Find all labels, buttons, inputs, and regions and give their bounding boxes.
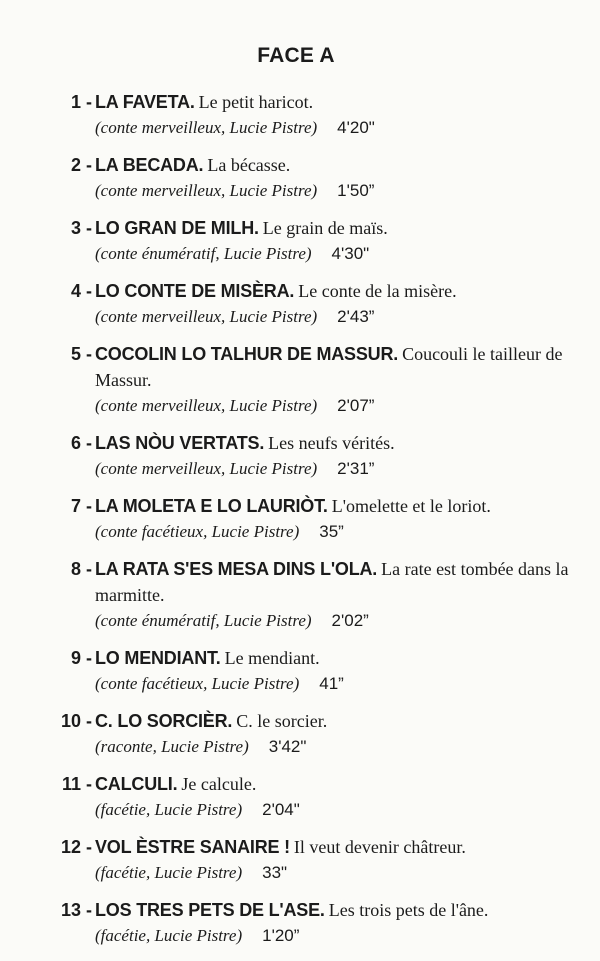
track-item: [0, 216, 600, 267]
track-number: 6 -: [70, 433, 92, 453]
track-translation: Le mendiant.: [224, 648, 320, 668]
track-meta: (conte merveilleux, Lucie Pistre): [95, 181, 318, 200]
track-title: LO MENDIANT.: [95, 648, 221, 668]
track-item: [0, 709, 600, 760]
track-translation: La rate est tombée dans la marmitte.: [95, 559, 569, 605]
track-item: [0, 494, 600, 545]
track-translation: C. le sorcier.: [236, 711, 328, 731]
track-number: 1 -: [70, 92, 92, 112]
track-meta: (conte facétieux, Lucie Pistre): [95, 522, 300, 541]
track-item: [0, 646, 600, 697]
track-translation: Les trois pets de l'âne.: [328, 900, 489, 920]
track-list: [0, 90, 600, 961]
track-translation: Le petit haricot.: [198, 92, 314, 112]
track-title: LO CONTE DE MISÈRA.: [95, 281, 295, 301]
track-translation: Le grain de maïs.: [262, 218, 388, 238]
track-number: 4 -: [70, 281, 92, 301]
track-duration: 35”: [319, 522, 344, 541]
track-meta: (conte merveilleux, Lucie Pistre): [95, 396, 318, 415]
track-title: CALCULI.: [95, 774, 178, 794]
track-title: LAS NÒU VERTATS.: [95, 433, 265, 453]
track-item: [0, 898, 600, 949]
track-translation: Il veut devenir châtreur.: [293, 837, 466, 857]
track-translation: Je calcule.: [181, 774, 257, 794]
track-item: [0, 153, 600, 204]
track-meta: (facétie, Lucie Pistre): [95, 800, 243, 819]
track-meta: (conte énumératif, Lucie Pistre): [95, 611, 312, 630]
track-item: [0, 835, 600, 886]
track-duration: 4'20": [337, 118, 375, 137]
track-number: 10 -: [60, 711, 92, 731]
side-heading: FACE A: [257, 44, 335, 67]
track-duration: 4'30": [331, 244, 370, 263]
track-item: [0, 279, 600, 330]
track-duration: 3'42": [268, 737, 307, 756]
track-number: 7 -: [70, 496, 92, 516]
track-title: LA FAVETA.: [95, 92, 195, 112]
track-item: [0, 431, 600, 482]
track-translation: Le conte de la misère.: [298, 281, 457, 301]
track-title: COCOLIN LO TALHUR DE MASSUR.: [95, 344, 399, 364]
track-number: 11 -: [61, 774, 92, 794]
track-item: [0, 90, 600, 141]
track-title: LA MOLETA E LO LAURIÒT.: [95, 496, 328, 516]
track-number: 5 -: [70, 344, 92, 364]
track-title: VOL ÈSTRE SANAIRE !: [95, 837, 290, 857]
track-number: 8 -: [70, 559, 92, 579]
track-title: LOS TRES PETS DE L'ASE.: [95, 900, 325, 920]
track-title: LA RATA S'ES MESA DINS L'OLA.: [95, 559, 378, 579]
track-item: [0, 772, 600, 823]
track-meta: (conte merveilleux, Lucie Pistre): [95, 118, 318, 137]
track-number: 12 -: [60, 837, 92, 857]
track-translation: Les neufs vérités.: [268, 433, 395, 453]
track-translation: Coucouli le tailleur de Massur.: [95, 344, 563, 390]
track-duration: 2'07”: [337, 396, 375, 415]
track-meta: (conte facétieux, Lucie Pistre): [95, 674, 300, 693]
track-meta: (conte merveilleux, Lucie Pistre): [95, 459, 318, 478]
track-duration: 1'20”: [262, 926, 300, 945]
track-title: LO GRAN DE MILH.: [95, 218, 259, 238]
track-duration: 2'43”: [337, 307, 375, 326]
track-number: 3 -: [70, 218, 92, 238]
track-title: C. LO SORCIÈR.: [95, 711, 233, 731]
track-translation: L'omelette et le loriot.: [331, 496, 491, 516]
track-title: LA BECADA.: [95, 155, 204, 175]
track-duration: 2'02”: [331, 611, 369, 630]
track-translation: La bécasse.: [207, 155, 291, 175]
track-number: 9 -: [70, 648, 92, 668]
track-number: 13 -: [60, 900, 92, 920]
track-meta: (conte merveilleux, Lucie Pistre): [95, 307, 318, 326]
track-duration: 1'50”: [337, 181, 375, 200]
track-duration: 33": [262, 863, 288, 882]
track-meta: (conte énumératif, Lucie Pistre): [95, 244, 312, 263]
track-item: [0, 557, 600, 634]
track-meta: (raconte, Lucie Pistre): [95, 737, 249, 756]
track-number: 2 -: [70, 155, 92, 175]
track-duration: 2'31”: [337, 459, 375, 478]
track-duration: 2'04": [262, 800, 300, 819]
track-meta: (facétie, Lucie Pistre): [95, 926, 243, 945]
track-item: [0, 342, 600, 419]
track-meta: (facétie, Lucie Pistre): [95, 863, 243, 882]
track-duration: 41”: [319, 674, 344, 693]
